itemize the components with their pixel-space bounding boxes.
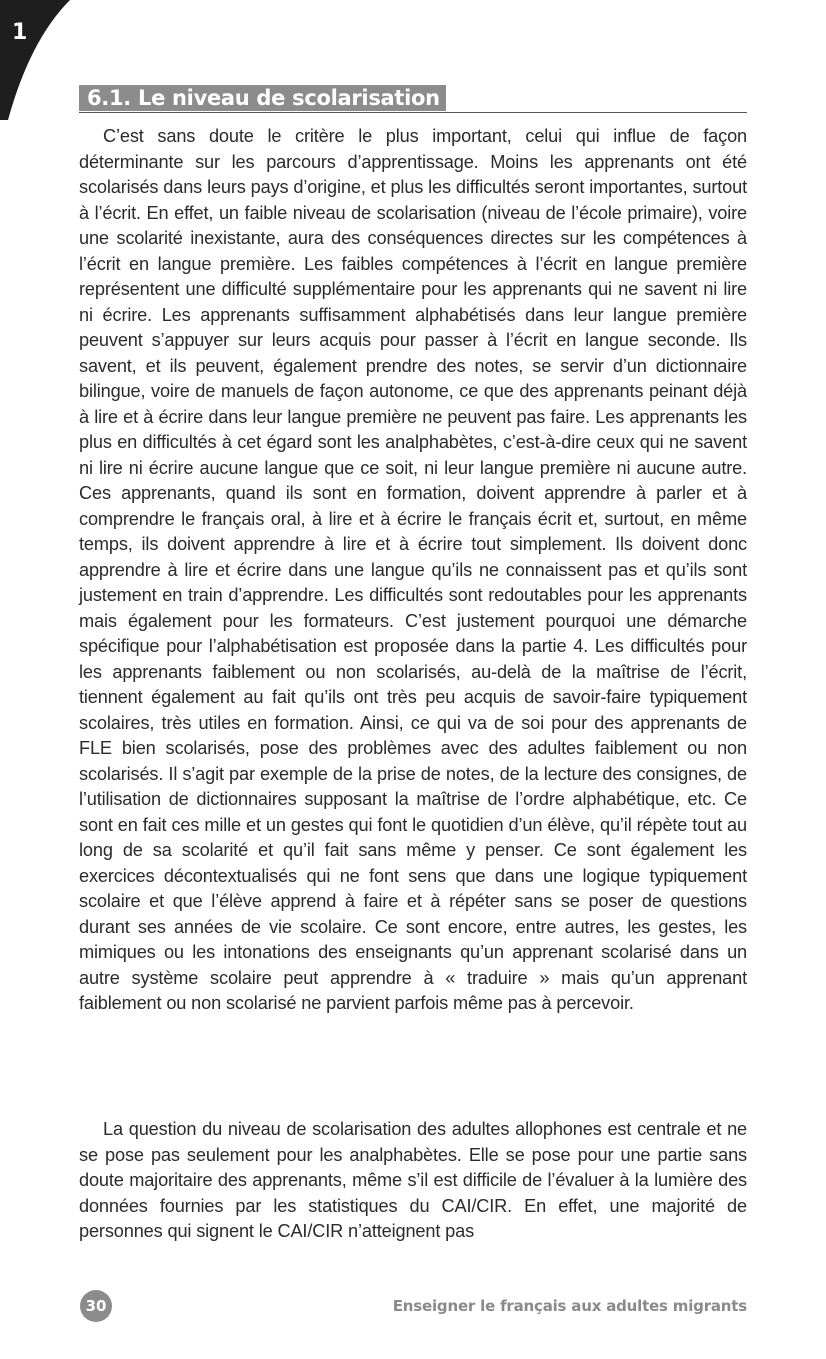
section-heading (79, 85, 747, 113)
section-title: 6.1. Le niveau de scolarisation (79, 85, 446, 111)
chapter-number: 1 (12, 20, 28, 45)
chapter-tab-shape (0, 0, 80, 120)
running-footer-title: Enseigner le français aux adultes migrants (392, 1297, 747, 1315)
page-number: 30 (80, 1290, 112, 1322)
body-paragraph-1: C’est sans doute le critère le plus important, celui qui influe de façon déterminante sur les parcours d’apprentissage. Moins les apprenants ont été scolarisés dans leurs pays d’origine, et plus les difficultés seront importantes, surtout à l’écrit. En effet, un faible niveau de scolarisation (niveau de l’école primaire), voire une scolarité inexistante, aura des conséquences directes sur les compétences à l’écrit en langue première. Les faibles compétences à l’écrit en langue première représentent une difficulté supplémentaire pour les apprenants qui ne savent ni lire ni écrire. Les apprenants suffisamment alphabétisés dans leur langue première peuvent s’appuyer sur leurs acquis pour passer à l’écrit en langue seconde. Ils savent, et ils peuvent, également prendre des notes, se servir d’un dictionnaire bilingue, voire de manuels de façon autonome, ce que des apprenants peinant déjà à lire et à écrire dans leur langue première ne peuvent pas faire. Les apprenants les plus en difficultés à cet égard sont les analphabètes, c’est-à-dire ceux qui ne savent ni lire ni écrire aucune langue que ce soit, ni leur langue première ni aucune autre. Ces apprenants, quand ils sont en formation, doivent apprendre à parler et à comprendre le français oral, à lire et à écrire le français écrit et, surtout, en même temps, ils doivent apprendre à lire et à écrire tout simplement. Ils doivent donc apprendre à lire et écrire dans une langue qu’ils ne connaissent pas et qu’ils sont justement en train d’apprendre. Les difficultés sont redoutables pour les apprenants mais également pour les formateurs. C’est justement pourquoi une démarche spécifique pour l’alphabétisation est proposée dans la partie 4. Les difficultés pour les apprenants faiblement ou non scolarisés, au-delà de la maîtrise de l’écrit, tiennent également au fait qu’ils ont très peu acquis de savoir-faire typiquement scolaires, très utiles en formation. Ainsi, ce qui va de soi pour des apprenants de FLE bien scolarisés, pose des problèmes avec des adultes faiblement ou non scolarisés. Il s’agit par exemple de la prise de notes, de la lecture des consignes, de l’utilisation de dictionnaires supposant la maîtrise de l’ordre alphabétique, etc. Ce sont en fait ces mille et un gestes qui font le quotidien d’un élève, qu’il répète tout au long de sa scolarité et qu’il fait sans même y penser. Ce sont également les exercices décontextualisés qui ne font sens que dans une logique typiquement scolaire et que l’élève apprend à faire et à répéter sans se poser de questions durant ses années de vie scolaire. Ce sont encore, entre autres, les gestes, les mimiques ou les intonations des enseignants qu’un apprenant scolarisé dans un autre système scolaire peut apprendre à « traduire » mais qu’un apprenant faiblement ou non scolarisé ne parvient parfois même pas à percevoir. (79, 126, 747, 1013)
body-paragraph-2: La question du niveau de scolarisation des adultes allophones est centrale et ne se pose pas seulement pour les analphabètes. Elle se pose pour une partie sans doute majoritaire des apprenants, même s’il est difficile de l’évaluer à la lumière des données fournies par les statistiques du CAI/CIR. En effet, une majorité de personnes qui signent le CAI/CIR n’atteignent pas (79, 1119, 747, 1241)
chapter-tab (0, 0, 80, 120)
